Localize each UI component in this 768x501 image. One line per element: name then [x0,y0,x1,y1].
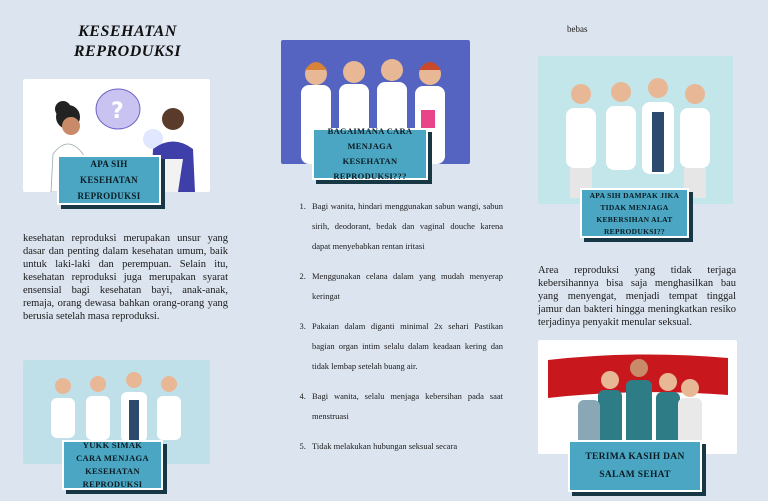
list-item: 1. Bagi wanita, hindari menggunakan sabun wangi, sabun sirih, deodorant, bedak dan vaginal douche karena dapat menyebabkan rentan iritasi [308,196,503,256]
nurses-illustration [538,56,733,204]
list-item: 4. Bagi wanita, selalu menjaga kebersihan pada saat menstruasi [308,386,503,426]
definition-paragraph: kesehatan reproduksi merupakan unsur yang dasar dan penting dalam kesehatan umum, baik untuk laki-laki dan perempuan. Selain itu, kesehatan reproduksi juga merupakan syarat ensensial bagi kesehatan bayi, anak-anak, remaja, orang dewasa bahkan orang-orang yang berusia setelah masa reproduksi. [23,233,228,322]
closing-box: TERIMA KASIH DAN SALAM SEHAT [568,440,702,492]
impact-paragraph: Area reproduksi yang tidak terjaga kebersihannya bisa saja menghasilkan bau yang menyengat, menjadi tempat tinggal jamur dan bakteri hingga meningkatkan resiko terjadinya penyakit menular seksual. [538,265,736,328]
continued-text: bebas [567,24,588,34]
list-item: 5. Tidak melakukan hubungan seksual secara [308,436,503,456]
list-item: 3. Pakaian dalam diganti minimal 2x sehari Pastikan bagian organ intim selalu dalam keadaan kering dan tidak lembap setelah buang air. [308,316,503,376]
list-item: 2. Menggunakan celana dalam yang mudah menyerap keringat [308,266,503,306]
svg-text:?: ? [111,99,124,124]
info-box-apa-sih: APA SIH KESEHATAN REPRODUKSI [57,155,161,205]
team-flag-illustration [538,340,737,454]
info-box-yukk-simak: YUKK SIMAK CARA MENJAGA KESEHATAN REPRODUKSI [62,440,163,490]
info-box-dampak: APA SIH DAMPAK JIKA TIDAK MENJAGA KEBERSIHAN ALAT REPRODUKSI?? [580,188,689,238]
page-title: KESEHATAN REPRODUKSI [73,23,182,60]
info-box-bagaimana-cara: BAGAIMANA CARA MENJAGA KESEHATAN REPRODUKSI??? [312,128,428,180]
tips-list [288,196,503,466]
